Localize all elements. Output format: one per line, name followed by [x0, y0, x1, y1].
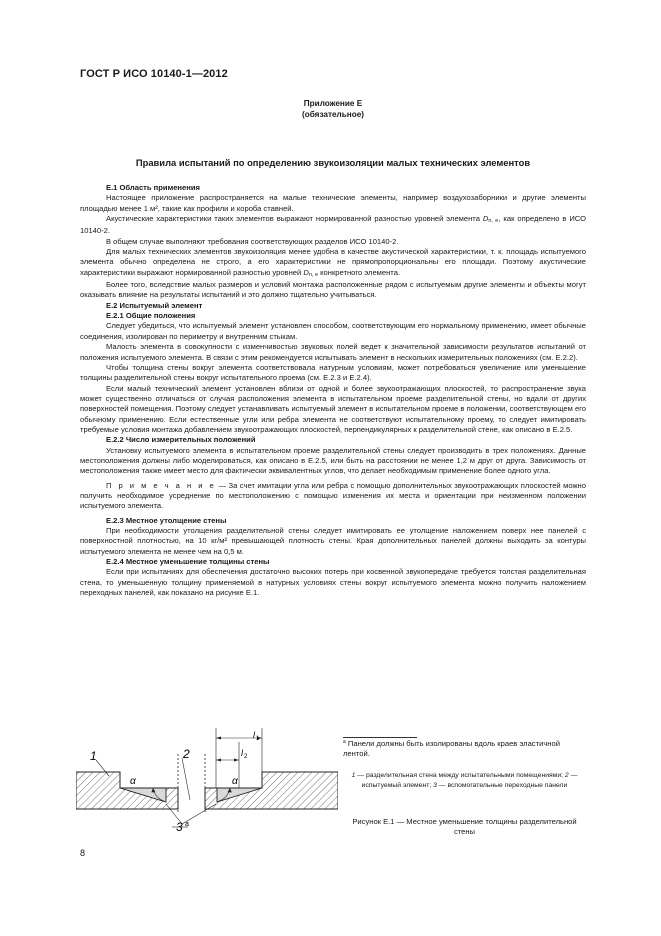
section-heading-e2: Е.2 Испытуемый элемент [106, 300, 203, 310]
figure-label-2: 2 [183, 747, 190, 761]
section-heading-e22: Е.2.2 Число измерительных положений [106, 435, 256, 445]
section-heading-e1: Е.1 Область применения [106, 183, 200, 192]
figure-legend: 1 — разделительная стена между испытательными помещениями; 2 — испытуемый элемент; 3 — вспомогательные переходные панели [351, 772, 578, 789]
paragraph: Настоящее приложение распространяется на малые технические элементы, например воздухозаборники и другие элементы площадью менее 1 м², такие как профили и короба ставней. [80, 193, 586, 213]
figure-caption: Рисунок Е.1 — Местное уменьшение толщины разделительной стены [352, 817, 577, 837]
figure-label-1: 1 [90, 749, 97, 763]
figure-label-alpha-right: α [232, 776, 238, 787]
paragraph: Если при испытаниях для обеспечения достаточно высоких потерь при косвенной звукопередаче требуется толстая разделительная стена, то уменьшенную толщину применяемой в натурных условиях стены вокруг испытуемого элемента можно получить наложением переходных панелей, как показано на рисунке Е.1. [80, 567, 586, 598]
paragraph: Следует убедиться, что испытуемый элемент установлен способом, соответствующим его нормальному применению, имеет обычные соединения, изолирован по периметру и внутренним стыкам. [80, 321, 586, 341]
figure-label-3-footnote-mark: a [185, 821, 189, 828]
figure-label-3: 3 [176, 820, 183, 834]
paragraph: Установку испытуемого элемента в испытательном проеме разделительной стены следует производить в трех положениях. Данные местоположения должны либо моделироваться, как описано в Е.2.5, или быть на расстоянии не менее 1,2 м друг от друга. Зависимость от местоположения также имеет место для фактически эквивалентных углов, что делает необходимым применение более одного угла. [80, 445, 586, 476]
main-title: Правила испытаний по определению звукоизоляции малых технических элементов [135, 157, 531, 168]
section-heading-e24: Е.2.4 Местное уменьшение толщины стены [106, 557, 270, 567]
figure-label-l2-sub: 2 [244, 754, 248, 760]
document-header: ГОСТ Р ИСО 10140-1—2012 [80, 68, 228, 80]
paragraph: В общем случае выполняют требования соответствующих разделов ИСО 10140-2. [106, 236, 399, 246]
figure-label-alpha-left: α [130, 776, 136, 787]
paragraph: Акустические характеристики таких элементов выражают нормированной разностью уровней элемента Dn, e, как определено в ИСО 10140-2. [80, 214, 586, 236]
annex-title: Приложение Е [303, 99, 363, 108]
figure-e1-diagram [76, 718, 338, 836]
figure-label-l: l [253, 730, 255, 740]
paragraph: Если малый технический элемент установлен вблизи от одной и более звукоотражающих плоскостей, то распространение звука может существенно отличаться от случая расположения элемента в испытательном проеме разделительной стены, но вдали от других поверхностей помещения. Поэтому следует устанавливать испытуемый элемент в испытательном проеме в положении, соответствующем его обычному применению. Если естественные угли или ребра элемента не соответствуют испытательному проему, то следует имитировать требуемые условия монтажа добавлением звукоотражающих плоскостей, перпендикулярных к разделительной стене, как описано в Е.2.5. [80, 383, 586, 434]
annex-status: (обязательное) [302, 110, 364, 119]
section-heading-e21: Е.2.1 Общие положения [106, 311, 196, 321]
figure-label-l1-sub: 1 [256, 736, 260, 742]
figure-label-l2: l [241, 748, 243, 758]
paragraph: Более того, вследствие малых размеров и условий монтажа расположенные рядом с испытуемым другие элементы и объекты могут оказывать влияние на результаты испытаний и это должно тщательно учитываться. [80, 280, 586, 300]
document-body [80, 183, 586, 598]
note-paragraph: П р и м е ч а н и е — За счет имитации угла или ребра с помощью дополнительных звукоотражающих плоскостей можно получить необходимое усреднение по местоположению с помощью изменения их места и ориентации при неизменном положении испытуемого элемента. [80, 480, 586, 511]
page-number: 8 [80, 848, 86, 858]
paragraph: При необходимости утолщения разделительной стены следует имитировать ее утолщение наложением поверх нее панелей с поверхностной плотностью, на 10 кг/м² превышающей плотность стены. Края дополнительных панелей должны выходить за контуры испытуемого элемента не менее чем на 0,5 м. [80, 526, 586, 556]
paragraph: Чтобы толщина стены вокруг элемента соответствовала натурным условиям, может потребоваться увеличение или уменьшение толщины разделительной стены вокруг испытательного проема (см. Е.2.3 и Е.2.4). [80, 362, 586, 383]
figure-footnote: $^a$ Панели должны быть изолированы вдоль краев эластичной лентой. [343, 739, 560, 759]
paragraph: Малость элемента в совокупности с изменчивостью звуковых полей ведет к значительной зависимости результатов испытаний от положения испытуемого элемента. В связи с этим рекомендуется испытывать элемент в нескольких измерительных положениях (см. Е.2.2). [80, 342, 586, 362]
paragraph: Для малых технических элементов звукоизоляция менее удобна в качестве акустической характеристики, т. к. площадь испытуемого элемента обычно определена не строго, а его характеристики не прямопропорциональны его площади. Поэтому акустические характеристики выражают нормированной разностью уровней Dn, e конкретного элемента. [80, 247, 586, 278]
section-heading-e23: Е.2.3 Местное утолщение стены [106, 515, 227, 525]
